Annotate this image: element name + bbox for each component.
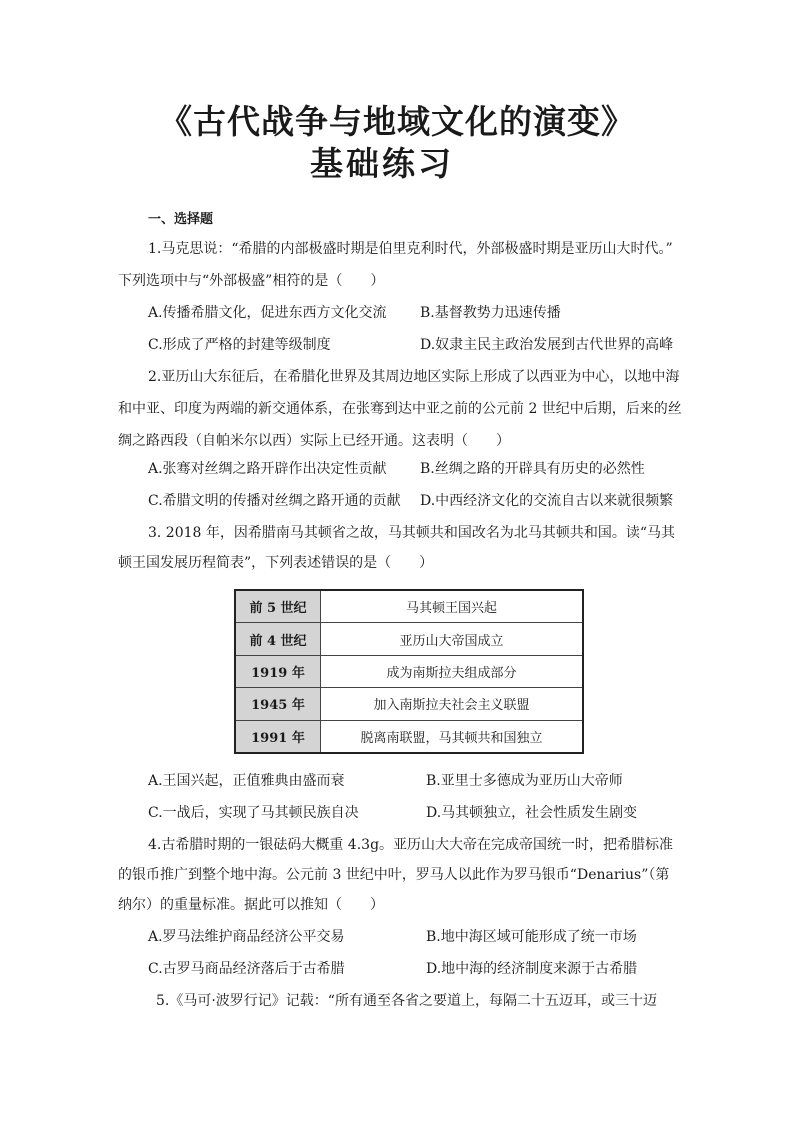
q2-stem-line3: 绸之路西段（自帕米尔以西）实际上已经开通。这表明（ ） [118, 433, 510, 449]
q2-stem-line1: 2.亚历山大东征后，在希腊化世界及其周边地区实际上形成了以西亚为中心，以地中海 [148, 369, 680, 385]
table-row [235, 720, 583, 753]
q4-option-c: C.古罗马商品经济落后于古希腊 [148, 961, 345, 977]
table-row [235, 590, 583, 623]
table-event-cell: 亚历山大帝国成立 [321, 623, 584, 655]
q4-option-d: D.地中海的经济制度来源于古希腊 [426, 961, 638, 977]
page-subtitle: 基础练习 [310, 144, 454, 183]
q4-stem-line1: 4.古希腊时期的一银砝码大概重 4.3g。亚历山大大帝在完成帝国统一时，把希腊标准 [148, 837, 674, 853]
table-year-cell: 前 5 世纪 [235, 590, 321, 623]
table-event-cell: 成为南斯拉夫组成部分 [321, 655, 584, 687]
q1-option-c: C.形成了严格的封建等级制度 [148, 337, 331, 353]
page-title: 《古代战争与地域文化的演变》 [159, 102, 635, 141]
table-year-cell: 1991 年 [235, 720, 321, 753]
q3-stem-line1: 3. 2018 年，因希腊南马其顿省之故，马其顿共和国改名为北马其顿共和国。读“马其 [148, 525, 676, 541]
q3-option-c: C.一战后，实现了马其顿民族自决 [148, 805, 359, 821]
q1-stem-line1: 1.马克思说：“希腊的内部极盛时期是伯里克利时代，外部极盛时期是亚历山大时代。” [148, 241, 673, 257]
table-year-cell: 1945 年 [235, 688, 321, 720]
table-event-cell: 加入南斯拉夫社会主义联盟 [321, 688, 584, 720]
q4-option-b: B.地中海区域可能形成了统一市场 [426, 929, 637, 945]
q5-stem-line1: 5.《马可·波罗行记》记载：“所有通至各省之要道上，每隔二十五迈耳，或三十迈 [156, 993, 657, 1009]
q1-option-a: A.传播希腊文化，促进东西方文化交流 [148, 305, 387, 321]
table-event-cell: 脱离南联盟，马其顿共和国独立 [321, 720, 584, 753]
q2-option-c: C.希腊文明的传播对丝绸之路开通的贡献 [148, 493, 401, 509]
q2-option-d: D.中西经济文化的交流自古以来就很频繁 [420, 493, 674, 509]
q2-option-a: A.张骞对丝绸之路开辟作出决定性贡献 [148, 461, 387, 477]
table-row [235, 623, 583, 655]
q1-stem-line2: 下列选项中与“外部极盛”相符的是（ ） [118, 273, 385, 289]
table-event-cell: 马其顿王国兴起 [321, 590, 584, 623]
q4-stem-line3: 纳尔）的重量标准。据此可以推知（ ） [118, 897, 384, 913]
macedonia-history-table [234, 589, 584, 754]
q3-option-a: A.王国兴起，正值雅典由盛而衰 [148, 773, 345, 789]
q2-stem-line2: 和中亚、印度为两端的新交通体系，在张骞到达中亚之前的公元前 2 世纪中后期，后来的丝 [118, 401, 682, 417]
q4-option-a: A.罗马法维护商品经济公平交易 [148, 929, 345, 945]
q3-option-d: D.马其顿独立，社会性质发生剧变 [426, 805, 638, 821]
q4-stem-line2: 的银币推广到整个地中海。公元前 3 世纪中叶，罗马人以此作为罗马银币“Denarius”（第 [118, 867, 670, 883]
q1-option-b: B.基督教势力迅速传播 [420, 305, 561, 321]
q3-option-b: B.亚里士多德成为亚历山大帝师 [426, 773, 623, 789]
table-row [235, 688, 583, 720]
section-heading: 一、选择题 [148, 212, 214, 227]
table-row [235, 655, 583, 687]
q2-option-b: B.丝绸之路的开辟具有历史的必然性 [420, 461, 645, 477]
table-year-cell: 1919 年 [235, 655, 321, 687]
table-year-cell: 前 4 世纪 [235, 623, 321, 655]
q3-stem-line2: 顿王国发展历程简表”，下列表述错误的是（ ） [118, 555, 434, 571]
q1-option-d: D.奴隶主民主政治发展到古代世界的高峰 [420, 337, 674, 353]
